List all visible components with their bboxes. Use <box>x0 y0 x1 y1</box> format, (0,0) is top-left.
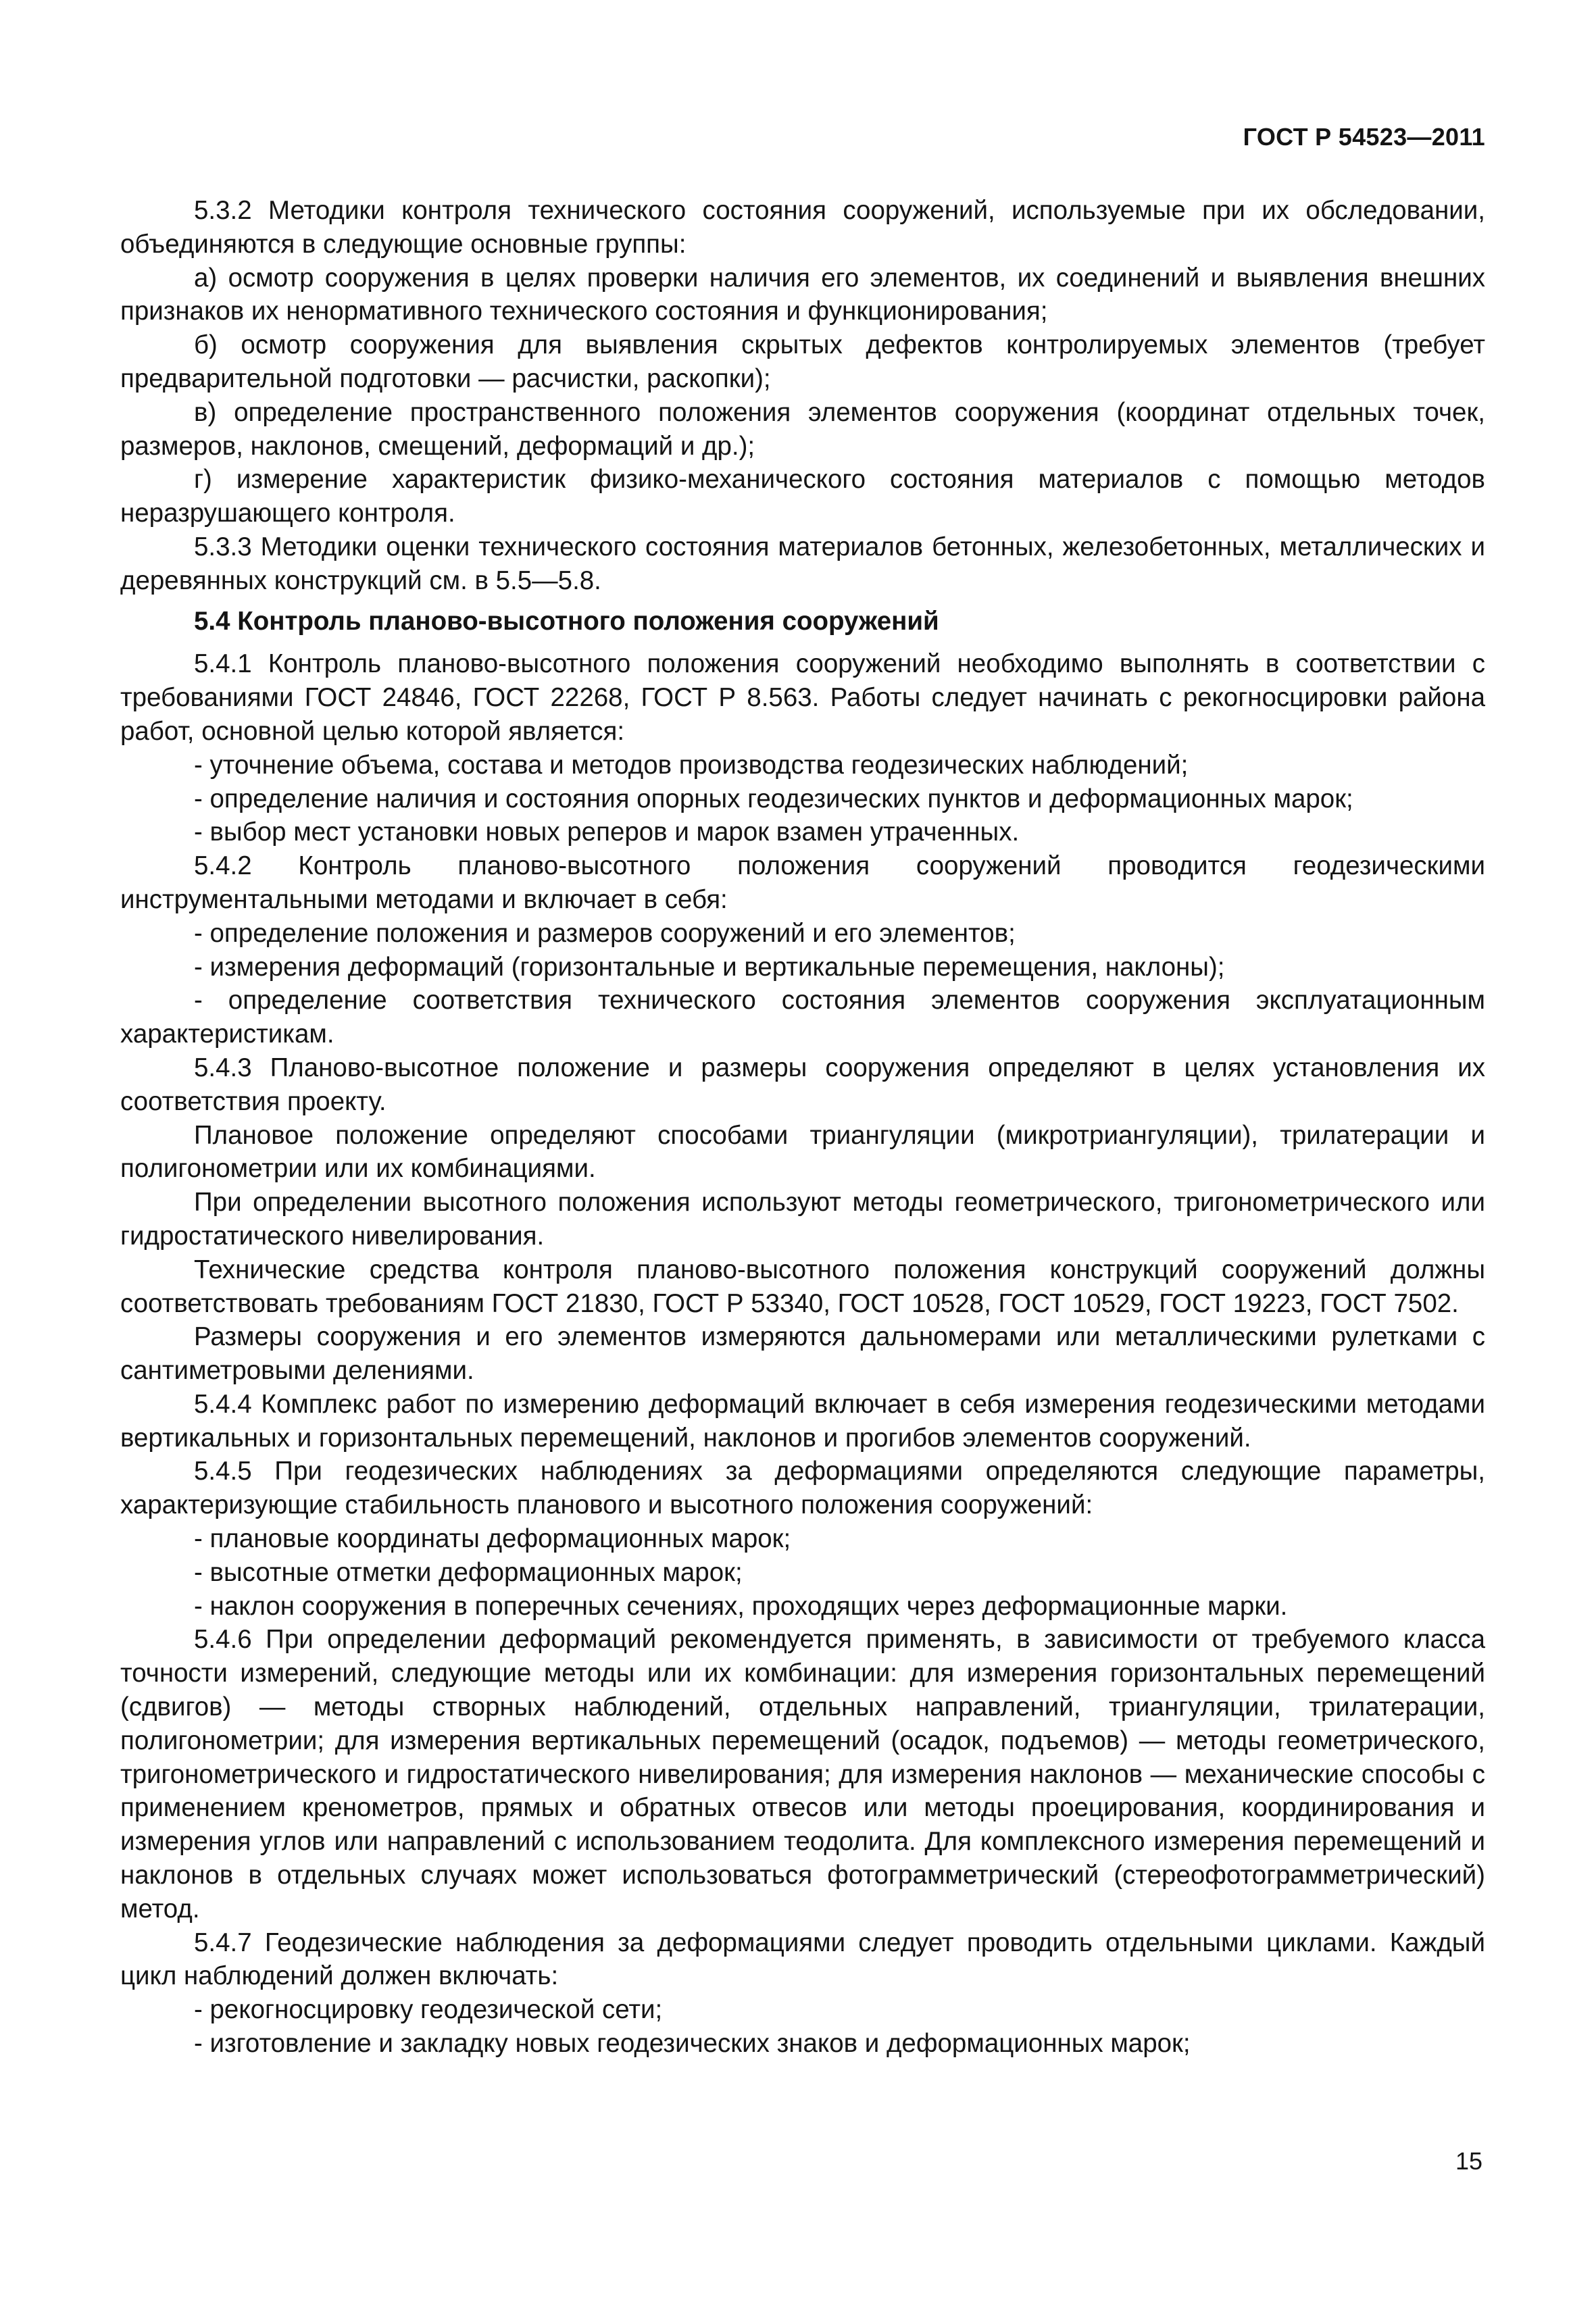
section-heading: 5.4 Контроль планово-высотного положения сооружений <box>194 606 939 636</box>
paragraph: - рекогносцировку геодезической сети; <box>194 1995 663 2025</box>
document-body <box>120 194 1485 2061</box>
paragraph: - определение соответствия технического состояния элементов сооружения эксплуатационным характеристикам. <box>120 986 1485 1049</box>
paragraph: 5.3.3 Методики оценки технического состояния материалов бетонных, железобетонных, металлических и деревянных конструкций см. в 5.5—5.8. <box>120 532 1485 595</box>
paragraph: При определении высотного положения используют методы геометрического, тригонометрического или гидростатического нивелирования. <box>120 1188 1485 1251</box>
paragraph: 5.4.4 Комплекс работ по измерению деформаций включает в себя измерения геодезическими методами вертикальных и горизонтальных перемещений, наклонов и прогибов элементов сооружений. <box>120 1389 1485 1453</box>
paragraph: - изготовление и закладку новых геодезических знаков и деформационных марок; <box>194 2029 1191 2059</box>
paragraph: Плановое положение определяют способами триангуляции (микротриангуляции), трилатерации и полигонометрии или их комбинациями. <box>120 1120 1485 1184</box>
paragraph: 5.4.5 При геодезических наблюдениях за деформациями определяются следующие параметры, характеризующие стабильность планового и высотного положения сооружений: <box>120 1457 1485 1520</box>
paragraph: - определение наличия и состояния опорных геодезических пунктов и деформационных марок; <box>194 784 1353 813</box>
paragraph: 5.3.2 Методики контроля технического состояния сооружений, используемые при их обследовании, объединяются в следующие основные группы: <box>120 196 1485 259</box>
paragraph: 5.4.7 Геодезические наблюдения за деформациями следует проводить отдельными циклами. Каждый цикл наблюдений должен включать: <box>120 1928 1485 1991</box>
paragraph: - уточнение объема, состава и методов производства геодезических наблюдений; <box>194 750 1189 780</box>
paragraph: - высотные отметки деформационных марок; <box>194 1557 743 1587</box>
paragraph: б) осмотр сооружения для выявления скрытых дефектов контролируемых элементов (требует предварительной подготовки — расчистки, раскопки); <box>120 330 1485 393</box>
page-number: 15 <box>1455 2147 1482 2175</box>
paragraph: а) осмотр сооружения в целях проверки наличия его элементов, их соединений и выявления внешних признаков их ненормативного технического состояния и функционирования; <box>120 263 1485 326</box>
paragraph: в) определение пространственного положения элементов сооружения (координат отдельных точек, размеров, наклонов, смещений, деформаций и др.); <box>120 397 1485 461</box>
paragraph: Технические средства контроля планово-высотного положения конструкций сооружений должны соответствовать требованиям ГОСТ 21830, ГОСТ Р 53340, ГОСТ 10528, ГОСТ 10529, ГОСТ 19223, ГОСТ 7502. <box>120 1255 1485 1318</box>
paragraph: - наклон сооружения в поперечных сечениях, проходящих через деформационные марки. <box>194 1591 1288 1621</box>
paragraph: - определение положения и размеров сооружений и его элементов; <box>194 918 1016 948</box>
paragraph: 5.4.3 Планово-высотное положение и размеры сооружения определяют в целях установления их соответствия проекту. <box>120 1053 1485 1116</box>
paragraph: 5.4.6 При определении деформаций рекомендуется применять, в зависимости от требуемого класса точности измерений, следующие методы или их комбинации: для измерения горизонтальных перемещений (сдвигов) — методы створных наблюдений, отдельных направлений, триангуляции, трилатерации, полигонометрии; для измерения вертикальных перемещений (осадок, подъемов) — методы геометрического, тригонометрического и гидростатического нивелирования; для измерения наклонов — механические способы с применением кренометров, прямых и обратных отвесов или методы проецирования, координирования и измерения углов или направлений с использованием теодолита. Для комплексного измерения перемещений и наклонов в отдельных случаях может использоваться фотограмметрический (стереофотограмметрический) метод. <box>120 1625 1485 1923</box>
document-header: ГОСТ Р 54523—2011 <box>1243 123 1485 151</box>
paragraph: Размеры сооружения и его элементов измеряются дальномерами или металлическими рулетками с сантиметровыми делениями. <box>120 1322 1485 1386</box>
paragraph: - выбор мест установки новых реперов и марок взамен утраченных. <box>194 818 1020 847</box>
paragraph: - измерения деформаций (горизонтальные и вертикальные перемещения, наклоны); <box>194 952 1225 982</box>
paragraph: 5.4.2 Контроль планово-высотного положения сооружений проводится геодезическими инструментальными методами и включает в себя: <box>120 851 1485 914</box>
paragraph: - плановые координаты деформационных марок; <box>194 1524 791 1554</box>
paragraph: г) измерение характеристик физико-механического состояния материалов с помощью методов неразрушающего контроля. <box>120 465 1485 528</box>
paragraph: 5.4.1 Контроль планово-высотного положения сооружений необходимо выполнять в соответствии с требованиями ГОСТ 24846, ГОСТ 22268, ГОСТ Р 8.563. Работы следует начинать с рекогносцировки района работ, основной целью которой является: <box>120 649 1485 746</box>
